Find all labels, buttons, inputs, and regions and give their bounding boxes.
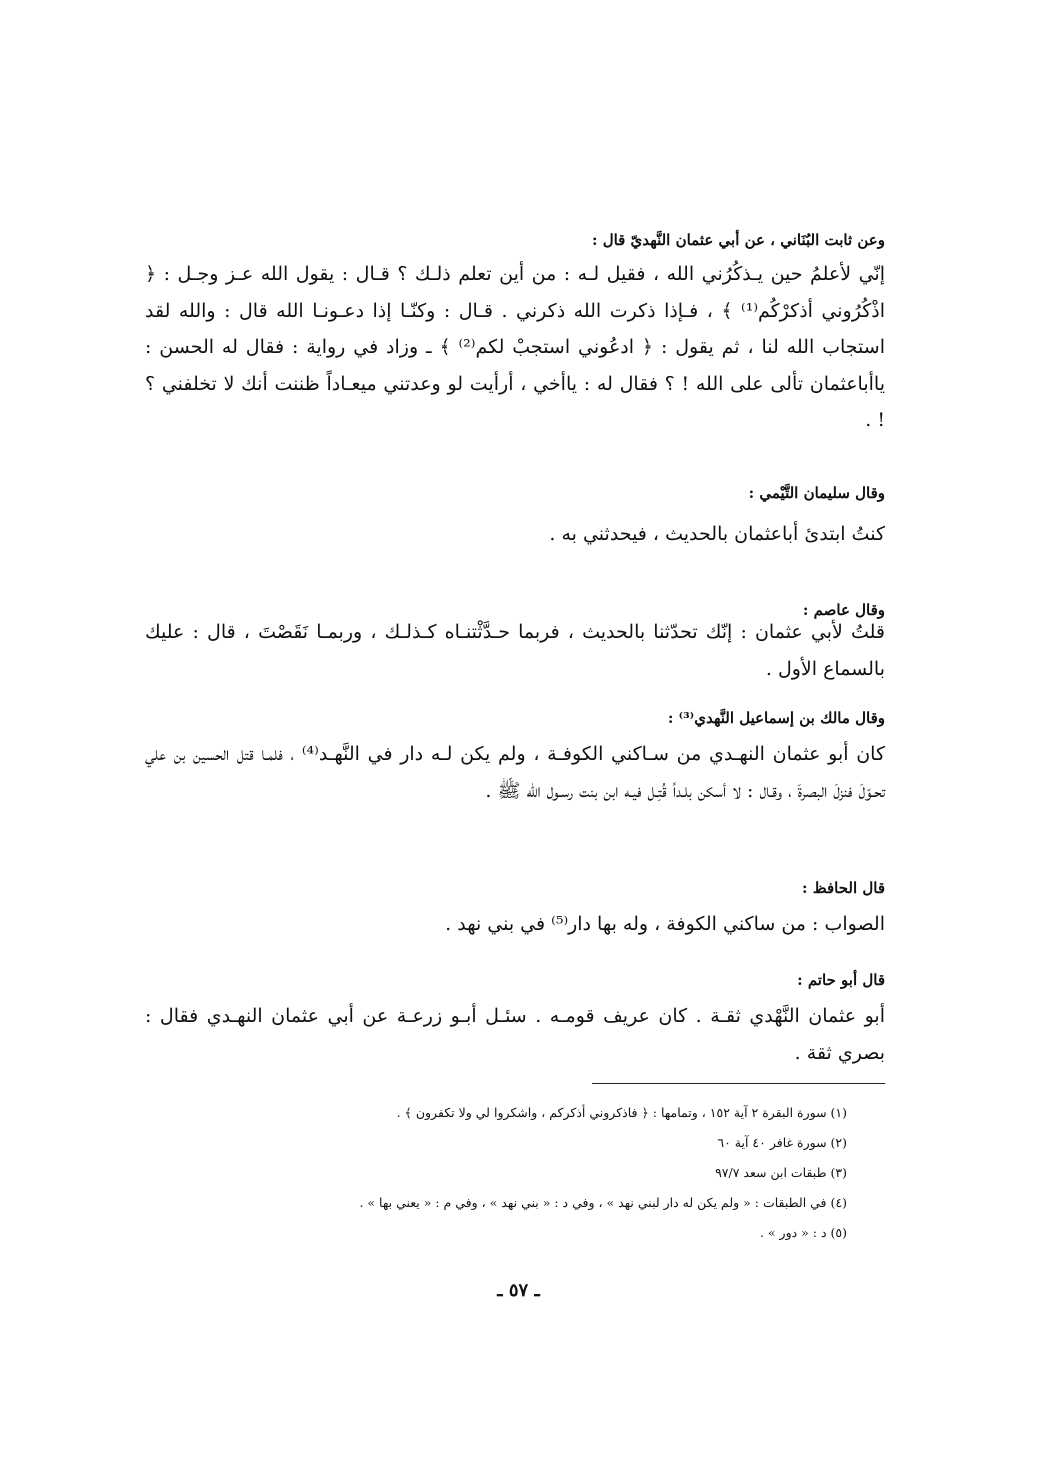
section-heading-asim: وقال عاصم :: [802, 601, 885, 619]
section-body-malik: كان أبو عثمان النهـدي من سـاكني الكوفـة ، ولم يكن لـه دار في النَّهـد⁽⁴⁾ ، فلمـا قتل الحسين بن علي تحـوّلَ فنزلَ البصرةَ ، وقـال : لا أسكن بلـداً قُتِـل فيـه ابن بنت رسـول الله ﷺ .: [145, 743, 885, 802]
section-heading-thabit: وعن ثابت البُنَاني ، عن أبي عثمان النَّهديّ قال :: [591, 231, 885, 249]
section-body-abu-hatim: أبو عثمان النَّهْدي ثقـة . كان عريف قومـه . سئـل أبـو زرعـة عن أبي عثمان النهـدي فقال : بصري ثقة .: [145, 1005, 885, 1064]
footnote-item: (٢) سورة غافر ٤٠ آية ٦٠: [717, 1135, 847, 1150]
section-body-thabit: إنّي لأعلمُ حين يـذكُرُني الله ، فقيل لـه : من أين تعلم ذلـك ؟ قـال : يقول الله عـز وجـل : ﴿ اذْكُرُوني أذكرْكُم⁽¹⁾ ﴾ ، فـإذا ذكرت الله ذكرني . قـال : وكنّـا إذا دعـونـا الله قال : والله لقد استجاب الله لنا ، ثم يقول : ﴿ ادعُوني استجبْ لكم⁽²⁾ ﴾ ـ وزاد في رواية : فقال له الحسن : ياأباعثمان تألى على الله ! ؟ فقال له : ياأخي ، أرأيت لو وعدتني ميعـاداً ظننت أنك لا تخلفني ؟ ! .: [145, 263, 886, 431]
page-number: ـ ٥٧ ـ: [497, 1280, 540, 1301]
section-heading-malik: وقال مالك بن إسماعيل النَّهدي⁽³⁾ :: [667, 709, 885, 727]
footnote-item: (٥) د : « دور » .: [759, 1225, 847, 1240]
footnote-item: (١) سورة البقرة ٢ آية ١٥٢ ، وتمامها : ﴿ فاذكروني أذكركم ، واشكروا لي ولا تكفرون ﴾ .: [396, 1105, 847, 1120]
footnotes-list: [147, 1098, 847, 1248]
section-heading-abu-hatim: قال أبو حاتم :: [797, 971, 885, 989]
section-body-hafiz: الصواب : من ساكني الكوفة ، وله بها دار⁽⁵⁾ في بني نهد .: [445, 913, 885, 935]
footnote-item: (٣) طبقات ابن سعد ٩٧/٧: [715, 1165, 847, 1180]
section-body-asim: قلتُ لأبي عثمان : إنّك تحدّثنا بالحديث ، فربما حـدَّثْتنـاه كـذلـك ، وربمـا نَقَصْتَ ، قال : عليك بالسماع الأول .: [145, 621, 885, 680]
section-body-sulayman: كنتُ ابتدئ أباعثمان بالحديث ، فيحدثني به .: [549, 523, 885, 545]
footnote-item: (٤) في الطبقات : « ولم يكن له دار لبني نهد » ، وفي د : « بني نهد » ، وفي م : « يعني بها » .: [359, 1195, 847, 1210]
section-heading-hafiz: قال الحافظ :: [801, 879, 885, 897]
section-heading-sulayman: وقال سليمان التَّيْمي :: [748, 484, 885, 502]
footnote-divider: [592, 1083, 885, 1084]
